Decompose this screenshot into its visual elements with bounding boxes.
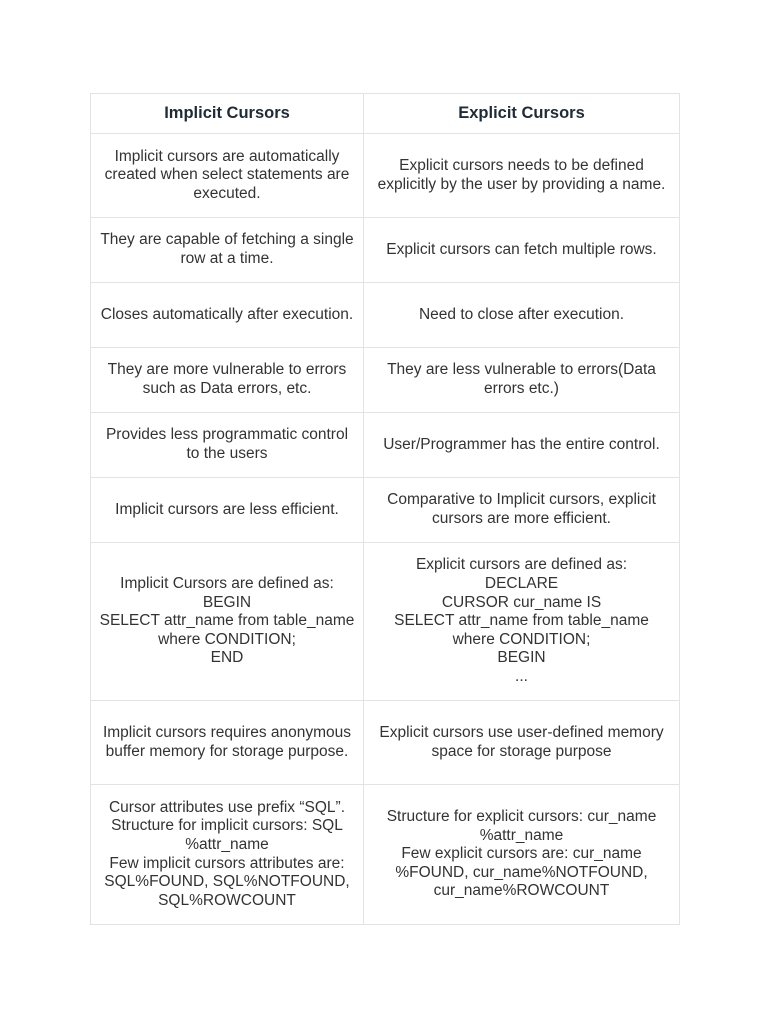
comparison-table bbox=[90, 93, 680, 925]
table-row bbox=[91, 348, 680, 413]
table-row bbox=[91, 283, 680, 348]
table-row bbox=[91, 134, 680, 218]
table-row bbox=[91, 478, 680, 543]
implicit-cell: Implicit Cursors are defined as: BEGIN SELECT attr_name from table_name where CONDITION; END bbox=[91, 543, 364, 701]
header-row bbox=[91, 94, 680, 134]
table-row bbox=[91, 701, 680, 785]
table-row bbox=[91, 785, 680, 925]
explicit-cell: Structure for explicit cursors: cur_name %attr_name Few explicit cursors are: cur_name %FOUND, cur_name%NOTFOUND, cur_name%ROWCOUNT bbox=[364, 785, 680, 925]
implicit-cell: Implicit cursors requires anonymous buffer memory for storage purpose. bbox=[91, 701, 364, 785]
table-row bbox=[91, 413, 680, 478]
implicit-cell: They are capable of fetching a single row at a time. bbox=[91, 218, 364, 283]
table-row bbox=[91, 543, 680, 701]
implicit-cell: Closes automatically after execution. bbox=[91, 283, 364, 348]
explicit-cell: Explicit cursors needs to be defined explicitly by the user by providing a name. bbox=[364, 134, 680, 218]
implicit-cell: Implicit cursors are automatically created when select statements are executed. bbox=[91, 134, 364, 218]
explicit-cell: Comparative to Implicit cursors, explicit cursors are more efficient. bbox=[364, 478, 680, 543]
explicit-cell: They are less vulnerable to errors(Data errors etc.) bbox=[364, 348, 680, 413]
implicit-cell: Implicit cursors are less efficient. bbox=[91, 478, 364, 543]
implicit-cell: They are more vulnerable to errors such as Data errors, etc. bbox=[91, 348, 364, 413]
header-implicit-cursors: Implicit Cursors bbox=[91, 94, 364, 134]
implicit-cell: Provides less programmatic control to the users bbox=[91, 413, 364, 478]
explicit-cell: Need to close after execution. bbox=[364, 283, 680, 348]
explicit-cell: Explicit cursors use user-defined memory space for storage purpose bbox=[364, 701, 680, 785]
explicit-cell: User/Programmer has the entire control. bbox=[364, 413, 680, 478]
explicit-cell: Explicit cursors are defined as: DECLARE CURSOR cur_name IS SELECT attr_name from table_name where CONDITION; BEGIN ... bbox=[364, 543, 680, 701]
explicit-cell: Explicit cursors can fetch multiple rows. bbox=[364, 218, 680, 283]
implicit-cell: Cursor attributes use prefix “SQL”. Structure for implicit cursors: SQL %attr_name Few implicit cursors attributes are: SQL%FOUND, SQL%NOTFOUND, SQL%ROWCOUNT bbox=[91, 785, 364, 925]
table-row bbox=[91, 218, 680, 283]
header-explicit-cursors: Explicit Cursors bbox=[364, 94, 680, 134]
